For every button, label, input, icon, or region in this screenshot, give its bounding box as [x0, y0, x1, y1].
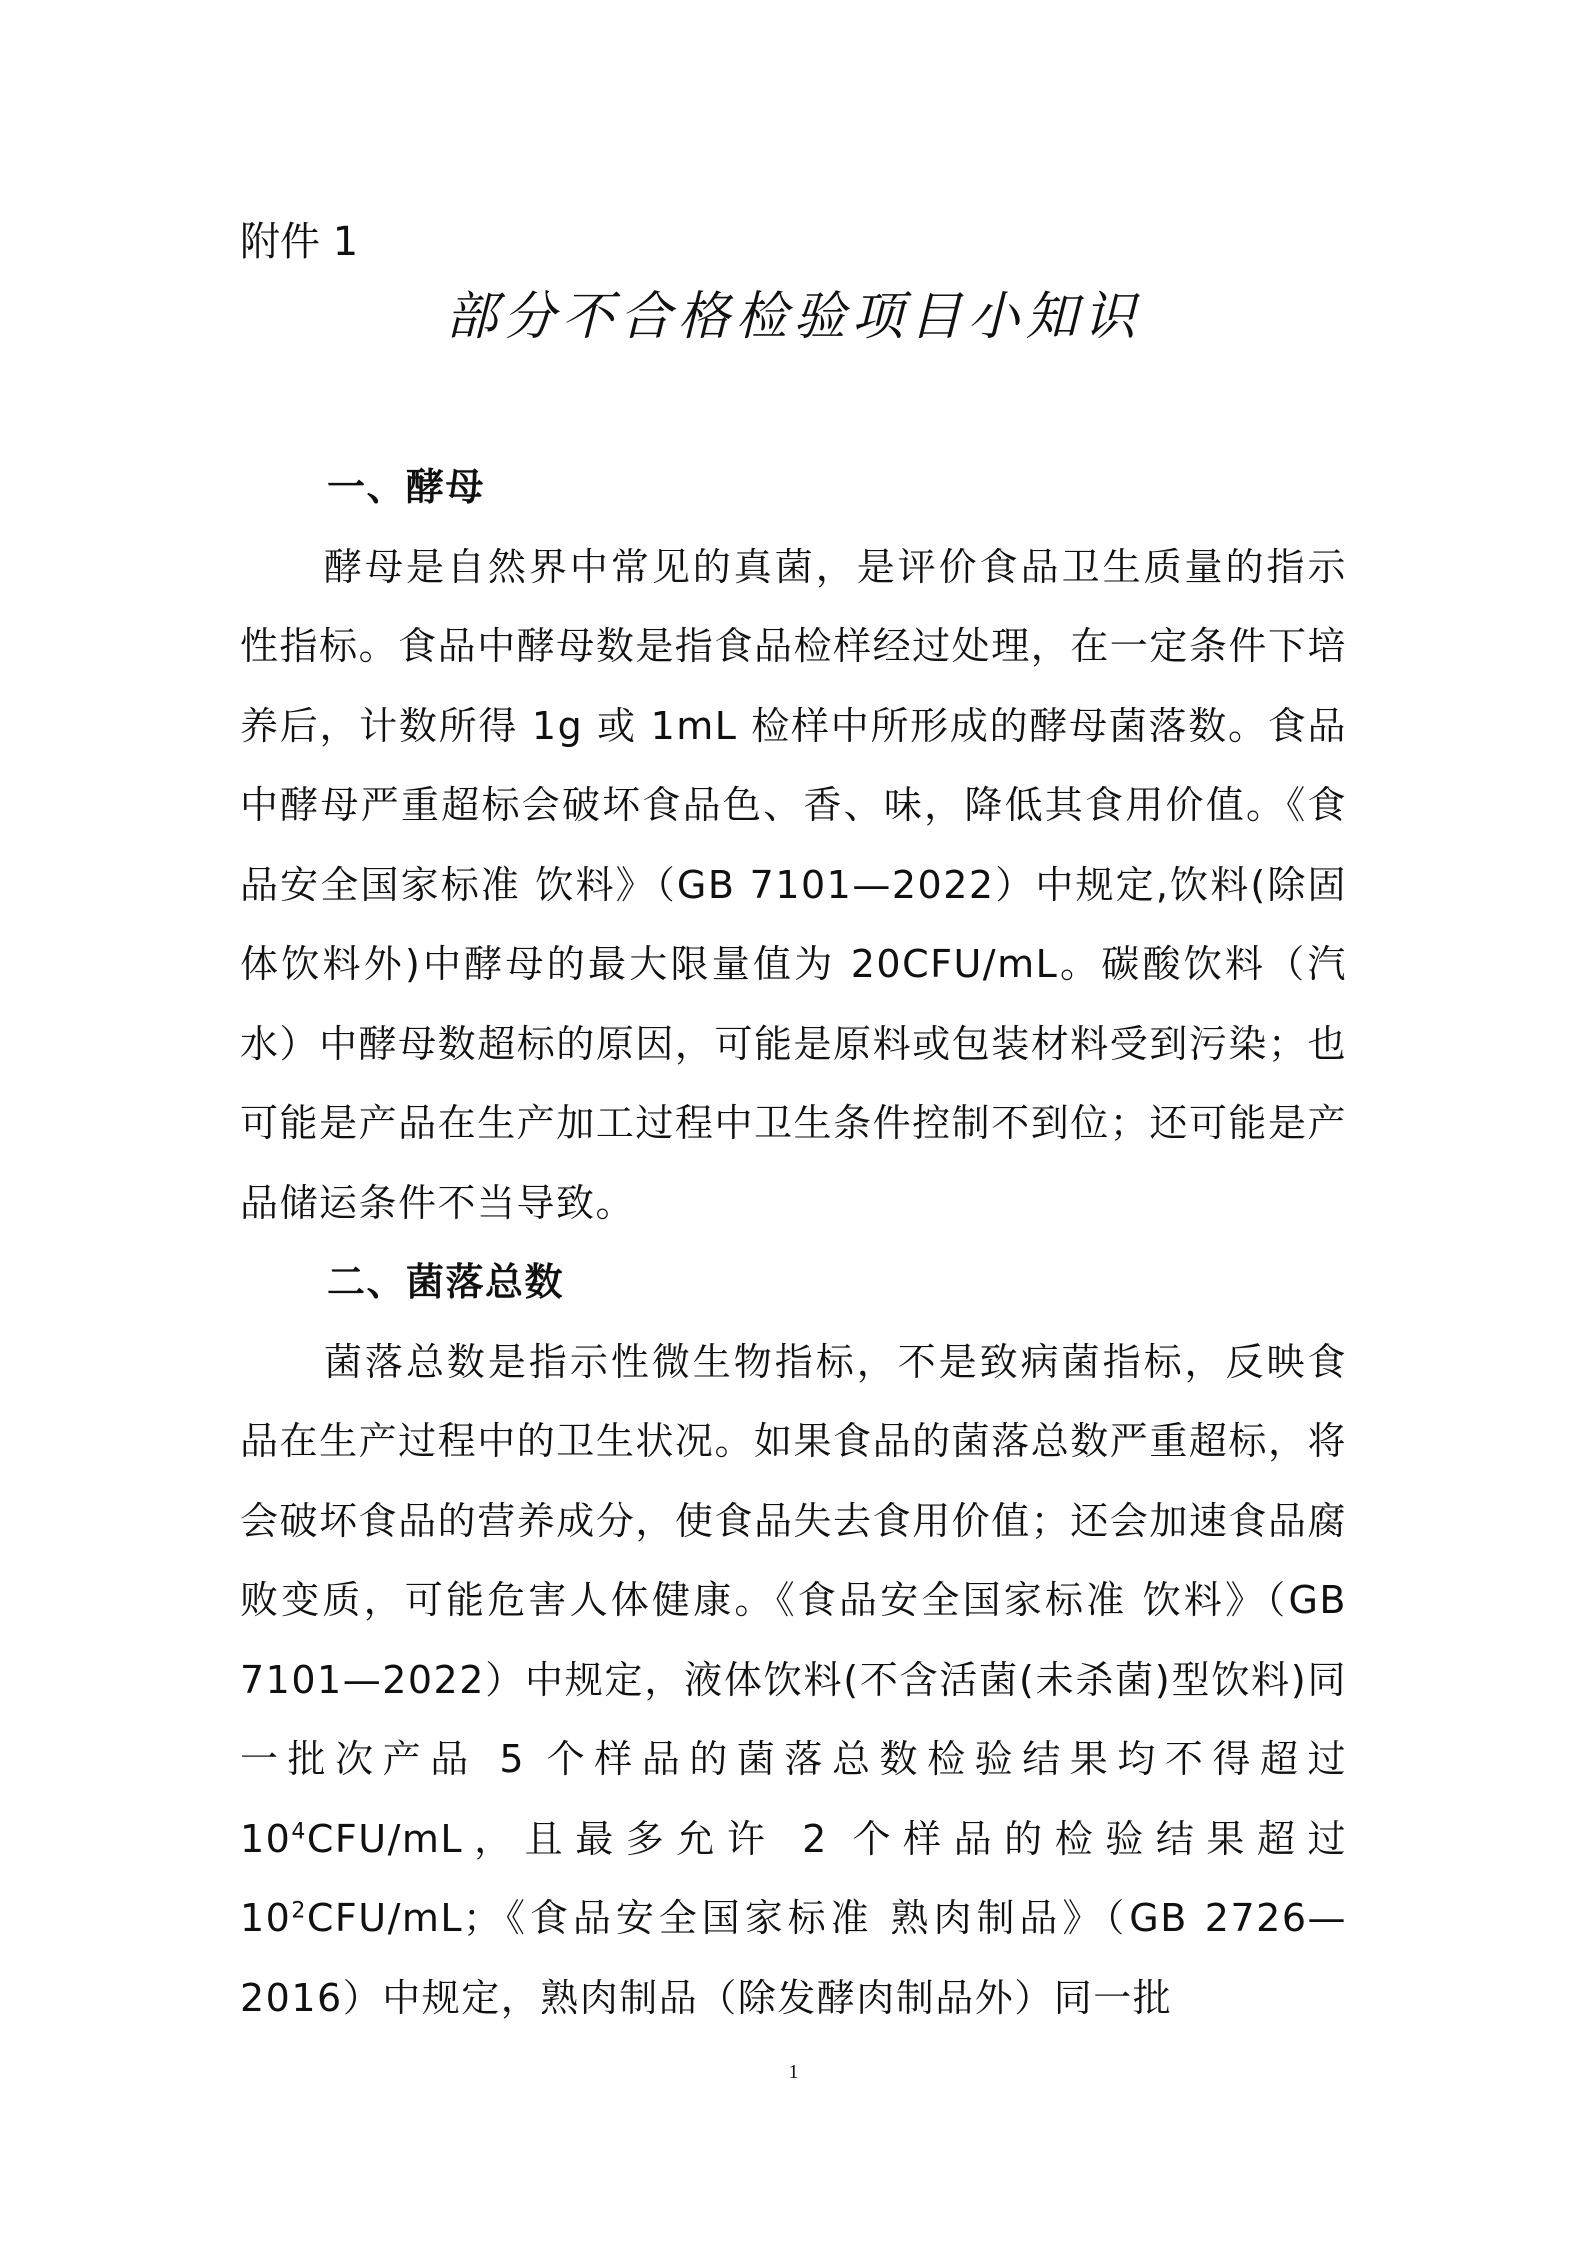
superscript-exponent-4: 4: [291, 1818, 307, 1844]
section-heading-yeast: 一、酵母: [327, 465, 486, 509]
document-title: 部分不合格检验项目小知识: [445, 287, 1142, 347]
section-paragraph-total-colony: [240, 1323, 1347, 2039]
paragraph-text-part-3: CFU/mL；《食品安全国家标准 熟肉制品》（GB 2726—2016）中规定，熟肉制品（除发酵肉制品外）同一批: [240, 1896, 1347, 2020]
superscript-exponent-2: 2: [291, 1898, 307, 1924]
section-paragraph-yeast: 酵母是自然界中常见的真菌，是评价食品卫生质量的指示性指标。食品中酵母数是指食品检样经过处理，在一定条件下培养后，计数所得 1g 或 1mL 检样中所形成的酵母菌落数。食品中酵母严重超标会破坏食品色、香、味，降低其食用价值。《食品安全国家标准 饮料》（GB 7101—2022）中规定,饮料(除固体饮料外)中酵母的最大限量值为 20CFU/mL。碳酸饮料（汽水）中酵母数超标的原因，可能是原料或包装材料受到污染；也可能是产品在生产加工过程中卫生条件控制不到位；还可能是产品储运条件不当导致。: [240, 544, 1347, 1225]
section-heading-total-colony: 二、菌落总数: [327, 1260, 565, 1304]
document-body: [240, 448, 1347, 2038]
page-number: 1: [788, 2061, 799, 2083]
paragraph-text-part-1: 菌落总数是指示性微生物指标，不是致病菌指标，反映食品在生产过程中的卫生状况。如果食品的菌落总数严重超标，将会破坏食品的营养成分，使食品失去食用价值；还会加速食品腐败变质，可能危害人体健康。《食品安全国家标准 饮料》（GB 7101—2022）中规定，液体饮料(不含活菌(未杀菌)型饮料)同一批次产品 5 个样品的菌落总数检验结果均不得超过 10: [240, 1339, 1347, 1861]
attachment-label: 附件 1: [240, 219, 359, 265]
paragraph-text-part-2: CFU/mL，且最多允许 2 个样品的检验结果超过 10: [240, 1816, 1347, 1940]
